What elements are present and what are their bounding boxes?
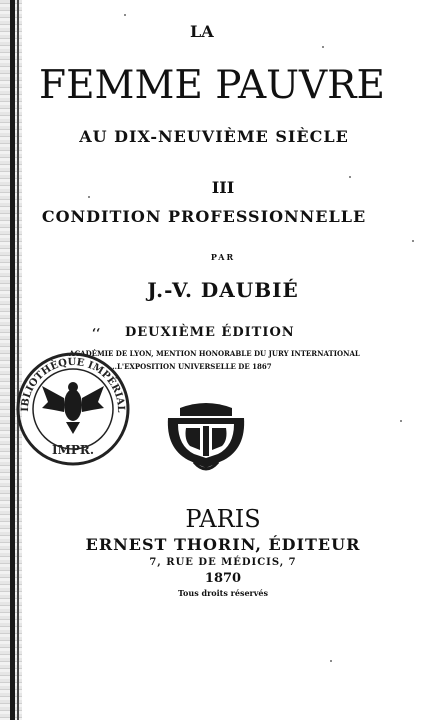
printers-mark-icon	[160, 398, 252, 476]
publisher: ERNEST THORIN, ÉDITEUR	[85, 535, 361, 554]
scan-speck	[322, 46, 324, 48]
stamp-text-top: IBLIOTHÈQUE IMPÉRIAL	[19, 356, 127, 413]
subtitle: AU DIX-NEUVIÈME SIÈCLE	[79, 127, 349, 146]
volume-number: III	[211, 178, 235, 197]
award-line-1: …ACADÉMIE DE LYON, MENTION HONORABLE DU JURY INTERNATIONAL	[62, 349, 360, 358]
scan-speck	[400, 420, 402, 422]
scan-speck	[412, 240, 414, 242]
main-title: FEMME PAUVRE	[39, 63, 385, 108]
award-line-2: …L'EXPOSITION UNIVERSELLE DE 1867	[110, 362, 272, 371]
library-stamp	[14, 350, 132, 468]
scan-speck	[124, 14, 126, 16]
city: PARIS	[185, 505, 261, 533]
author-name: J.-V. DAUBIÉ	[147, 278, 299, 302]
rights-notice: Tous droits réservés	[178, 588, 268, 598]
publisher-mark	[160, 398, 252, 476]
by-label: PAR	[210, 252, 236, 262]
stamp-text-bottom: IMPR.	[51, 443, 95, 457]
year: 1870	[204, 571, 242, 586]
volume-title: CONDITION PROFESSIONNELLE	[41, 207, 367, 226]
scan-speck	[349, 176, 351, 178]
address: 7, RUE DE MÉDICIS, 7	[149, 557, 297, 568]
edition: DEUXIÈME ÉDITION	[125, 325, 295, 340]
eagle-icon	[42, 382, 104, 434]
edition-mark: ‘‘	[92, 326, 101, 340]
article-la: LA	[190, 22, 214, 41]
scan-speck	[88, 196, 90, 198]
scan-speck	[330, 660, 332, 662]
